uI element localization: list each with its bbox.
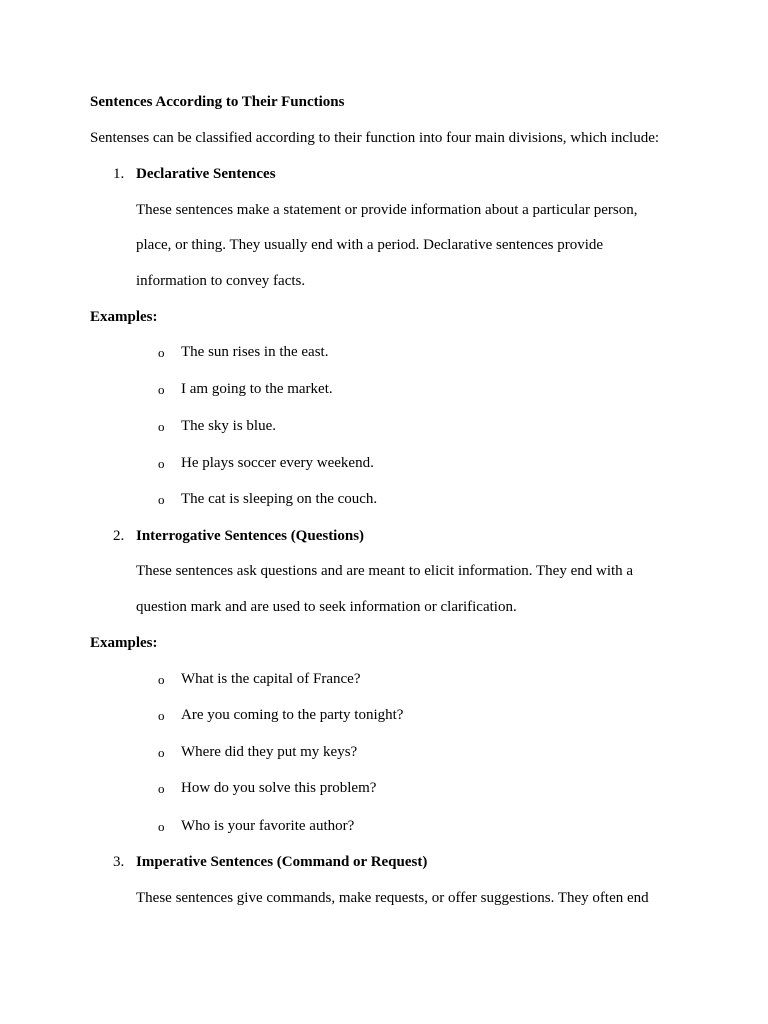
examples-label: Examples:	[90, 309, 158, 325]
section-heading: Imperative Sentences (Command or Request)	[136, 854, 428, 870]
bullet-marker: o	[158, 708, 165, 723]
section-description-line: information to convey facts.	[136, 273, 306, 289]
section-description-line: These sentences make a statement or provide information about a particular person,	[136, 202, 638, 218]
bullet-marker: o	[158, 419, 165, 434]
section-number: 1.	[113, 166, 125, 182]
section-heading: Declarative Sentences	[136, 166, 276, 182]
example-item: What is the capital of France?	[181, 671, 361, 687]
section-number: 3.	[113, 854, 125, 870]
example-item: Are you coming to the party tonight?	[181, 707, 404, 723]
document-title: Sentences According to Their Functions	[90, 94, 345, 110]
example-item: The sky is blue.	[181, 418, 276, 434]
example-item: Who is your favorite author?	[181, 818, 355, 834]
bullet-marker: o	[158, 492, 165, 507]
bullet-marker: o	[158, 382, 165, 397]
example-item: He plays soccer every weekend.	[181, 455, 374, 471]
example-item: How do you solve this problem?	[181, 780, 377, 796]
example-item: The cat is sleeping on the couch.	[181, 491, 378, 507]
section-heading: Interrogative Sentences (Questions)	[136, 528, 365, 544]
bullet-marker: o	[158, 672, 165, 687]
bullet-marker: o	[158, 345, 165, 360]
example-item: Where did they put my keys?	[181, 744, 358, 760]
section-description-line: question mark and are used to seek information or clarification.	[136, 599, 517, 615]
section-description-line: place, or thing. They usually end with a period. Declarative sentences provide	[136, 237, 604, 253]
example-item: The sun rises in the east.	[181, 344, 329, 360]
section-description-line: These sentences give commands, make requests, or offer suggestions. They often end	[136, 890, 649, 906]
example-item: I am going to the market.	[181, 381, 333, 397]
examples-label: Examples:	[90, 635, 158, 651]
bullet-marker: o	[158, 456, 165, 471]
section-description-line: These sentences ask questions and are meant to elicit information. They end with a	[136, 563, 634, 579]
bullet-marker: o	[158, 819, 165, 834]
intro-paragraph: Sentenses can be classified according to their function into four main divisions, which include:	[90, 130, 660, 146]
section-number: 2.	[113, 528, 125, 544]
bullet-marker: o	[158, 781, 165, 796]
bullet-marker: o	[158, 745, 165, 760]
